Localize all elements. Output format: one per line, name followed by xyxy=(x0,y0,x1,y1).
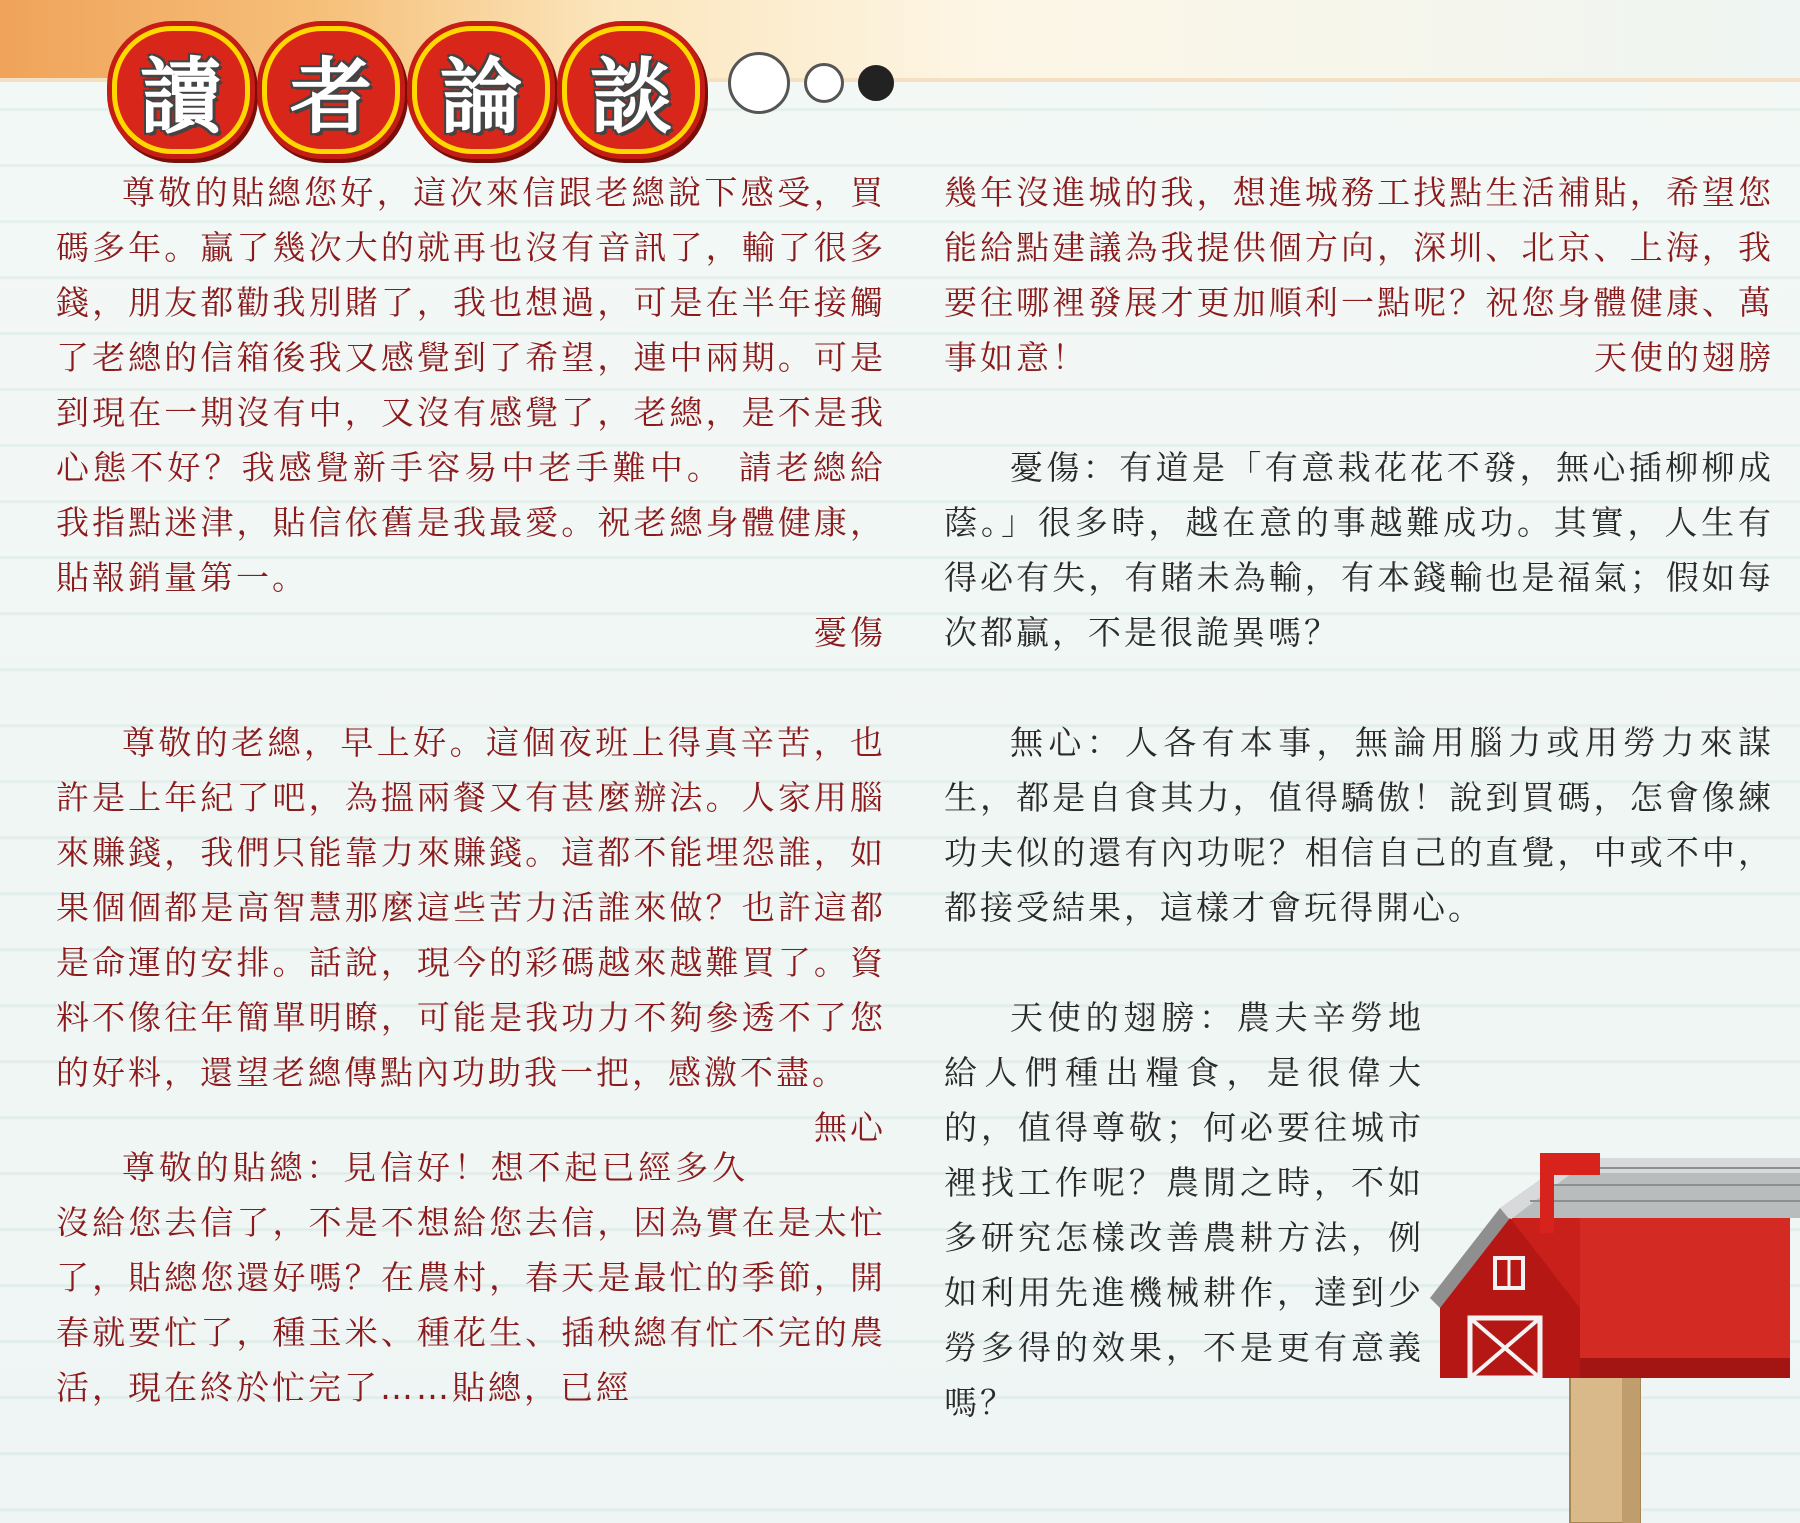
reader-letter-2 xyxy=(56,715,886,1147)
dot-medium-icon xyxy=(804,63,844,103)
spacer xyxy=(944,385,1774,440)
dot-small-icon xyxy=(858,65,894,101)
letter-1-signature: 憂傷 xyxy=(814,613,886,652)
letter-3-text-part1: 尊敬的貼總：見信好！想不起已經多久沒給您去信了，不是不想給您去信，因為實在是太忙了，貼總您還好嗎？在農村，春天是最忙的季節，開春就要忙了，種玉米、種花生、插秧總有忙不完的農活，現在終於忙完了……貼總，已經 xyxy=(56,1148,886,1407)
letter-1-text: 尊敬的貼總您好，這次來信跟老總說下感受，買碼多年。贏了幾次大的就再也沒有音訊了，輸了很多錢，朋友都勸我別賭了，我也想過，可是在半年接觸了老總的信箱後我又感覺到了希望，連中兩期。可是到現在一期沒有中，又沒有感覺了，老總，是不是我心態不好？我感覺新手容易中老手難中。 請老總給我指點迷津，貼信依舊是我最愛。祝老總身體健康，貼報銷量第一。 xyxy=(56,173,886,597)
letter-2-text: 尊敬的老總，早上好。這個夜班上得真辛苦，也許是上年紀了吧，為搵兩餐又有甚麼辦法。人家用腦來賺錢，我們只能靠力來賺錢。這都不能埋怨誰，如果個個都是高智慧那麼這些苦力活誰來做？也許這都是命運的安排。話說，現今的彩碼越來越難買了。資料不像往年簡單明瞭，可能是我功力不夠參透不了您的好料，還望老總傳點內功助我一把，感激不盡。 xyxy=(56,723,886,1092)
reader-letter-3-end xyxy=(944,165,1774,385)
barn-mailbox-icon xyxy=(1400,1148,1800,1523)
spacer xyxy=(944,935,1774,990)
letter-2-signature: 無心 xyxy=(814,1108,886,1147)
title-char-2: 者 xyxy=(262,26,400,154)
editor-reply-2 xyxy=(944,715,1774,935)
title-char-1: 讀 xyxy=(112,26,250,154)
reader-letter-3-start xyxy=(56,1140,886,1415)
editor-reply-1 xyxy=(944,440,1774,660)
dot-large-icon xyxy=(728,52,790,114)
title-char-3: 論 xyxy=(412,26,550,154)
spacer xyxy=(56,660,886,715)
reply-2-text: 無心：人各有本事，無論用腦力或用勞力來謀生，都是自食其力，值得驕傲！說到買碼，怎會像練功夫似的還有內功呢？相信自己的直覺，中或不中，都接受結果，這樣才會玩得開心。 xyxy=(944,723,1774,927)
title-decoration-dots xyxy=(728,52,894,114)
reply-1-text: 憂傷：有道是「有意栽花花不發，無心插柳柳成蔭。」很多時，越在意的事越難成功。其實，人生有得必有失，有賭未為輸，有本錢輸也是福氣；假如每次都贏，不是很詭異嗎？ xyxy=(944,448,1774,652)
reader-letter-1 xyxy=(56,165,886,660)
letter-3-text-part2: 幾年沒進城的我，想進城務工找點生活補貼，希望您能給點建議為我提供個方向，深圳、北京、上海，我要往哪裡發展才更加順利一點呢？祝您身體健康、萬事如意！ xyxy=(944,173,1774,377)
letter-3-signature: 天使的翅膀 xyxy=(1594,338,1774,377)
spacer xyxy=(944,660,1774,715)
left-column xyxy=(56,165,886,1415)
reply-3-text: 天使的翅膀：農夫辛勞地給人們種出糧食，是很偉大的，值得尊敬；何必要往城市裡找工作呢？農閒之時，不如多研究怎樣改善農耕方法，例如利用先進機械耕作，達到少勞多得的效果，不是更有意義嗎？ xyxy=(944,998,1424,1422)
page-title xyxy=(112,26,700,154)
title-char-4: 談 xyxy=(562,26,700,154)
